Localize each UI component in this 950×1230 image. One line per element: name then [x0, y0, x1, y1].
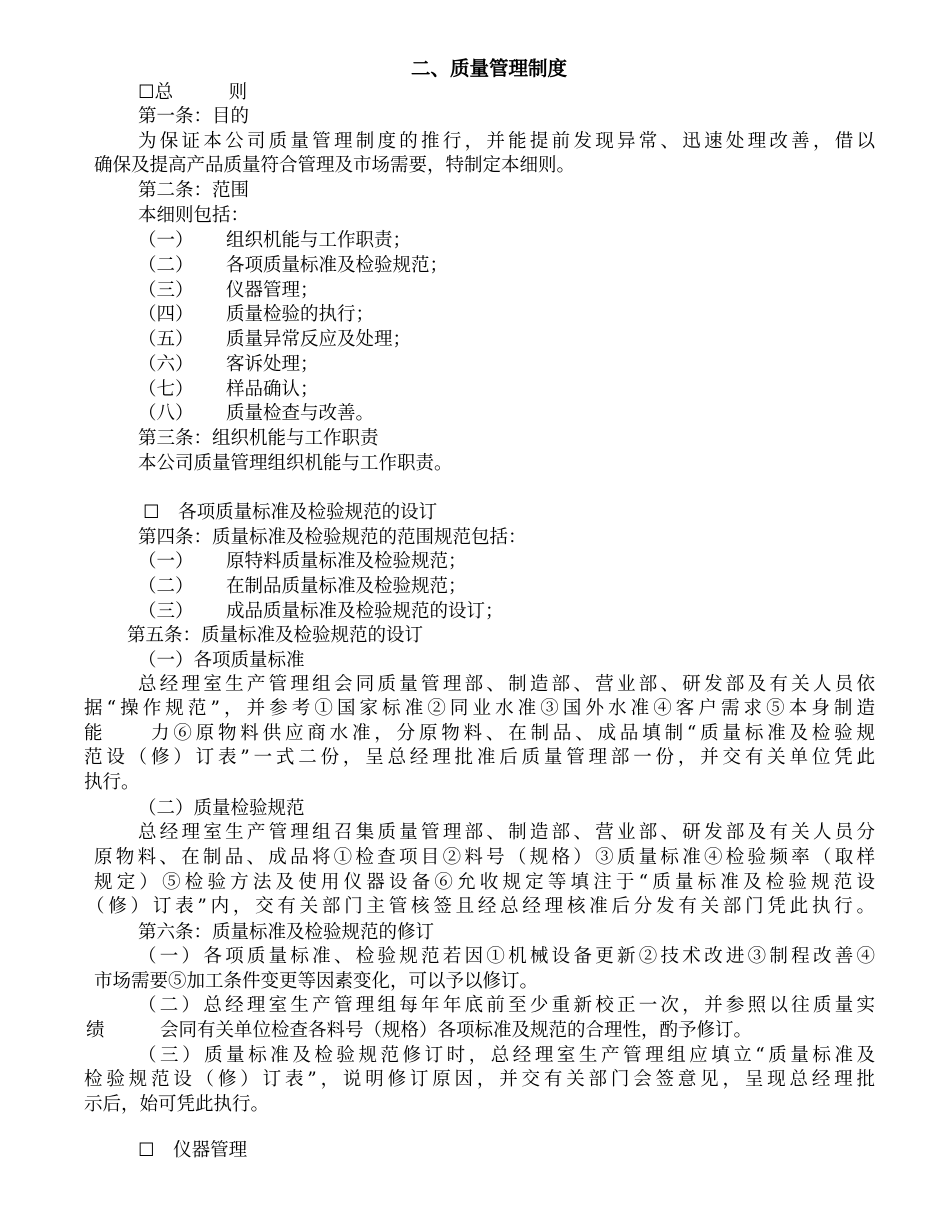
list-number: （八）	[138, 403, 194, 424]
list-number: （二）	[138, 576, 194, 597]
article-6-para-1	[138, 945, 875, 970]
article-6-para-3-cont	[84, 1068, 875, 1117]
article-5-sub2-paragraph	[138, 821, 875, 846]
article-6-para-2-cont	[86, 1019, 875, 1044]
text-line: 执行。	[84, 771, 140, 793]
text-line: （三）质量标准及检验规范修订时，总经理室生产管理组应填立“质量标准及	[138, 1045, 875, 1066]
text-line: （一）各项质量标准、检验规范若因①机械设备更新②技术改进③制程改善④	[138, 946, 875, 967]
text-line: 原物料、在制品、成品将①检查项目②料号（规格）③质量标准④检验频率（取样	[94, 847, 875, 868]
list-number: （六）	[138, 354, 194, 375]
text-line: 为保证本公司质量管理制度的推行，并能提前发现异常、迅速处理改善，借以	[138, 131, 875, 152]
list-text: 质量异常反应及处理；	[226, 329, 412, 350]
article-6-para-1-cont	[94, 970, 875, 995]
section-heading-instruments: ☐ 仪器管理	[138, 1140, 248, 1161]
list-text: 样品确认；	[226, 379, 319, 400]
article-5-sub2-paragraph-last	[86, 895, 875, 920]
list-text: 成品质量标准及检验规范的设订；	[226, 601, 504, 622]
list-number: （七）	[138, 379, 194, 400]
list-text: 在制品质量标准及检验规范；	[226, 576, 467, 597]
list-number: （五）	[138, 329, 194, 350]
article-6-para-2	[138, 994, 875, 1019]
text-line: 示后，始可凭此执行。	[84, 1093, 270, 1115]
text-line: （二）总经理室生产管理组每年年底前至少重新校正一次，并参照以往质量实	[138, 995, 875, 1016]
article-6-para-3	[138, 1044, 875, 1069]
list-number: （三）	[138, 280, 194, 301]
article-5-heading: 第五条：质量标准及检验规范的设订	[127, 625, 424, 646]
list-number: （三）	[138, 601, 194, 622]
list-text: 客诉处理；	[226, 354, 319, 375]
text-line: 范设（修）订表”一式二份，呈总经理批准后质量管理部一份，并交有关单位凭此	[84, 747, 875, 769]
list-number: （一）	[138, 551, 194, 572]
text-line: 市场需要⑤加工条件变更等因素变化，可以予以修订。	[94, 971, 539, 992]
list-item	[138, 599, 504, 625]
article-5-sub2-paragraph-cont	[94, 846, 875, 895]
list-item	[138, 302, 374, 328]
list-item	[138, 574, 467, 600]
article-5-sub1-paragraph-cont	[84, 697, 875, 795]
text-line: 绩 会同有关单位检查各料号（规格）各项标准及规范的合理性，酌予修订。	[86, 1020, 753, 1041]
list-item	[138, 278, 319, 304]
text-line: 检验规范设（修）订表”，说明修订原因，并交有关部门会签意见，呈现总经理批	[84, 1069, 875, 1090]
text-line: 能 力⑥原物料供应商水准，分原物料、在制品、成品填制“质量标准及检验规	[84, 722, 875, 744]
section-heading-general: ☐总 则	[138, 82, 248, 103]
list-item	[138, 327, 411, 353]
article-5-sub1-heading: （一）各项质量标准	[138, 650, 305, 671]
list-number: （四）	[138, 304, 194, 325]
text-line: 据“操作规范”，并参考①国家标准②同业水准③国外水准④客户需求⑤本身制造	[84, 698, 875, 719]
article-2-heading: 第二条：范围	[138, 180, 250, 201]
text-line: 总经理室生产管理组召集质量管理部、制造部、营业部、研发部及有关人员分	[138, 822, 875, 843]
list-text: 仪器管理；	[226, 280, 319, 301]
list-number: （二）	[138, 255, 194, 276]
list-item	[138, 228, 411, 254]
list-text: 各项质量标准及检验规范；	[226, 255, 449, 276]
article-2-intro: 本细则包括：	[138, 205, 250, 226]
article-3-text: 本公司质量管理组织机能与工作职责。	[138, 453, 453, 474]
page-title: 二、质量管理制度	[410, 57, 567, 80]
list-text: 原特料质量标准及检验规范；	[226, 551, 467, 572]
article-6-heading: 第六条：质量标准及检验规范的修订	[138, 922, 435, 943]
article-1-heading: 第一条：目的	[138, 106, 250, 127]
text-line: 确保及提高产品质量符合管理及市场需要，特制定本细则。	[94, 155, 576, 176]
text-line: （修）订表”内，交有关部门主管核签且经总经理核准后分发有关部门凭此执行。	[86, 896, 875, 917]
section-heading-standards: ☐ 各项质量标准及检验规范的设订	[143, 502, 438, 523]
article-3-heading: 第三条：组织机能与工作职责	[138, 428, 379, 449]
list-item	[138, 377, 319, 403]
text-line: 总经理室生产管理组会同质量管理部、制造部、营业部、研发部及有关人员依	[138, 674, 875, 695]
article-5-sub2-heading: （二）质量检验规范	[138, 798, 305, 819]
list-item	[138, 549, 467, 575]
list-item	[138, 352, 319, 378]
list-text: 质量检验的执行；	[226, 304, 375, 325]
list-item	[138, 401, 374, 427]
list-number: （一）	[138, 230, 194, 251]
list-text: 质量检查与改善。	[226, 403, 375, 424]
article-4-heading: 第四条：质量标准及检验规范的范围规范包括：	[138, 527, 527, 548]
list-item	[138, 253, 448, 279]
article-1-paragraph	[138, 130, 875, 155]
article-5-sub1-paragraph	[138, 673, 875, 698]
text-line: 规定）⑤检验方法及使用仪器设备⑥允收规定等填注于“质量标准及检验规范设	[94, 871, 875, 893]
list-text: 组织机能与工作职责；	[226, 230, 412, 251]
article-1-paragraph-cont	[94, 154, 875, 179]
